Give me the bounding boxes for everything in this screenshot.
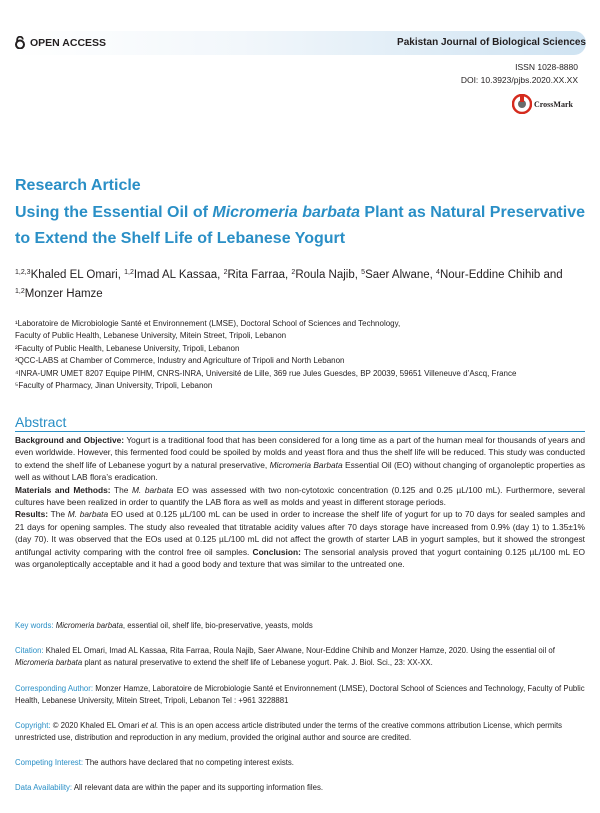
keywords: Key words: Micromeria barbata, essential oil, shelf life, bio-preservative, yeasts, molds [15,621,313,630]
open-access-label: OPEN ACCESS [30,36,107,49]
abstract-divider [15,431,585,432]
abstract-body: Background and Objective: Yogurt is a traditional food that has been considered for a long time as a part of the human meal for thousands of years and even worldwide. However, this fermented food could be spoiled by molds and yeast flora and thus the shelf life will be reduced. This study was conducted to extend the shelf life of Lebanese yogurt by a natural preservative, Micromeria Barbata Essential Oil (EO) without changing of organoleptic properties as well as without LAB flora’s eradication. Materials and Methods: The M. barbata EO was assessed with two non-cytotoxic concentration (0.125 and 0.25 µL/100 mL). Furthermore, several cultures have been realized in order to quantify the LAB flora as well as molds and yeast in different storage periods. Results: The M. barbata EO used at 0.125 µL/100 mL can be used in order to increase the shelf life of yogurt for up to 70 days for sealed samples and 21 days for opening samples. The study also revealed that titratable acidity values after 70 days storage have increased from 0.9% (day 1) to 1.35±1% (day 70). It was observed that the EOs used at 0.125 µL/100 mL did not affect the growth of starter LAB in yogurt samples, but it showed the strongest antifungal activity comparing with the control free oil samples. Conclusion: The sensorial analysis proved that yogurt containing 0.125 µL/100 mL EO was organoleptically acceptable and it had a good body and texture that was similar to the untreated one. [15,435,586,570]
issn: ISSN 1028-8880 [515,62,578,72]
author: $^2$Roula Najib, [291,269,362,281]
abstract-label: Results: [15,509,49,520]
affiliation: Faculty of Public Health, Lebanese University, Mitein Street, Tripoli, Lebanon [15,331,287,341]
article-type: Research Article [15,177,141,194]
doi: DOI: 10.3923/pjbs.2020.XX.XX [460,75,578,85]
crossmark-icon [512,94,532,114]
article-title [15,200,590,252]
affiliation: ¹Laboratoire de Microbiologie Santé et Environnement (LMSE), Doctoral School of Sciences and Technology, [15,319,401,328]
author-list [15,266,590,304]
crossmark-label: CrossMark [534,99,573,109]
abstract-label: Background and Objective: [15,435,125,445]
journal-name: Pakistan Journal of Biological Sciences [397,37,586,48]
affiliation: ²Faculty of Public Health, Lebanese University, Tripoli, Lebanon [15,343,240,353]
title-species: Micromeria barbata [212,204,360,221]
crossmark-badge[interactable] [512,94,573,114]
corresponding-author: Corresponding Author: Monzer Hamze, Laboratoire de Microbiologie Santé et Environnement (LMSE), Doctoral School of Sciences and Technology, Faculty of Public Health, Lebanese University, Mitein Street, Tripoli, Lebanon Tel : +961 3228881 [15,684,585,706]
title-text: Using the Essential Oil of [15,204,213,221]
affiliations [15,318,590,392]
open-lock-icon [14,36,26,49]
affiliation: ⁵Faculty of Pharmacy, Jinan University, Tripoli, Lebanon [15,381,213,391]
issn-doi [461,61,578,87]
author: $^{1,2}$Imad AL Kassaa, [124,269,224,281]
competing-interest: Competing Interest: The authors have declared that no competing interest exists. [15,758,294,767]
copyright: Copyright: © 2020 Khaled EL Omari et al. This is an open access article distributed under the terms of the creative commons attribution License, which permits unrestricted use, distribution and reproduction in any medium, provided the original author and source are credited. [15,721,563,743]
abstract-heading: Abstract [15,414,67,430]
open-access-badge [14,36,106,49]
author: $^5$Saer Alwane, [361,269,437,281]
citation: Citation: Khaled EL Omari, Imad AL Kassaa, Rita Farraa, Roula Najib, Saer Alwane, Nour-Eddine Chihib and Monzer Hamze, 2020. Using the essential oil of Micromeria barbata plant as natural preservative to extend the shelf life of Lebanese yogurt. Pak. J. Biol. Sci., 23: XX-XX. [15,646,555,668]
author: $^{1,2}$Monzer Hamze [15,288,103,300]
abstract-label: Materials and Methods: [15,484,111,495]
abstract-label: Conclusion: [252,546,301,557]
affiliation: ³QCC-LABS at Chamber of Commerce, Industry and Agriculture of Tripoli and North Lebanon [15,356,345,366]
author: $^2$Rita Farraa, [223,269,292,281]
author: $^{1,2,3}$Khaled EL Omari, [15,269,125,281]
data-availability: Data Availability: All relevant data are within the paper and its supporting information files. [15,783,324,792]
affiliation: ⁴INRA-UMR UMET 8207 Equipe PIHM, CNRS-INRA, Université de Lille, 369 rue Jules Guesdes, BP 20039, 59651 Villeneuve d’Ascq, France [15,368,517,378]
author: $^4$Nour-Eddine Chihib and [436,269,563,281]
title-text: Plant as Natural Preservative to Extend the Shelf Life of Lebanese Yogurt [15,204,585,247]
